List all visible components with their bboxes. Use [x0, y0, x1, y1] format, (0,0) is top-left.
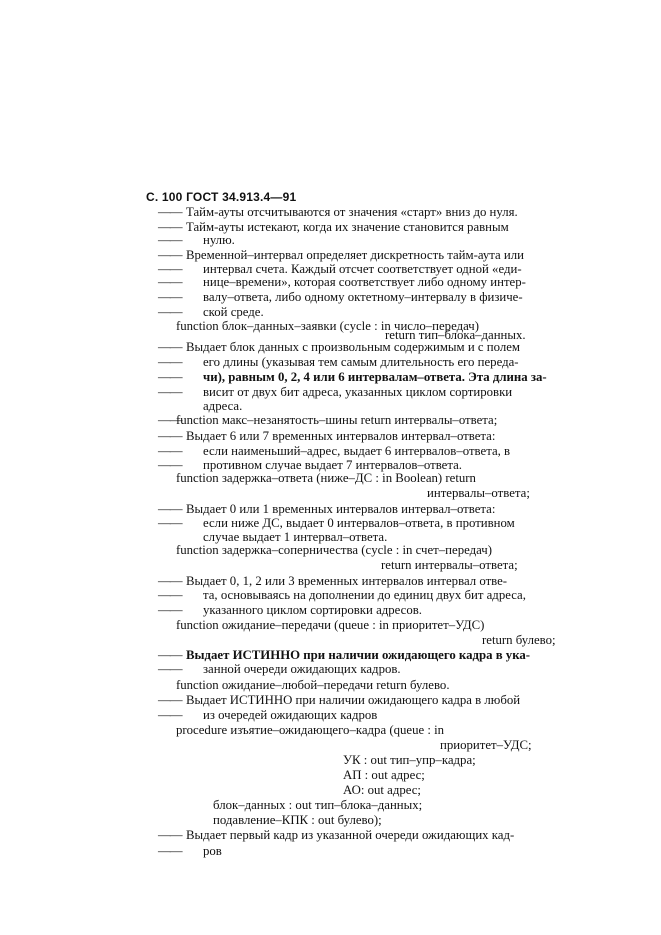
dash-marker: ——: [158, 413, 182, 427]
text-line: из очередей ожидающих кадров: [203, 708, 378, 722]
dash-marker: ——: [158, 248, 182, 262]
dash-marker: ——: [158, 205, 182, 219]
dash-marker: ——: [158, 262, 182, 276]
dash-marker: ——: [158, 516, 182, 530]
dash-marker: ——: [158, 693, 182, 707]
text-line: function блок–данных–заявки (cycle : in число–передач): [176, 319, 479, 333]
text-line: Выдает блок данных с произвольным содержимым и с полем: [186, 340, 520, 354]
dash-marker: ——: [158, 275, 182, 289]
text-line: Тайм-ауты истекают, когда их значение становится равным: [186, 220, 509, 234]
text-line: ской среде.: [203, 305, 264, 319]
dash-marker: ——: [158, 502, 182, 516]
text-line: procedure изъятие–ожидающего–кадра (queue : in: [176, 723, 445, 737]
text-line: Выдает 6 или 7 временных интервалов интервал–ответа:: [186, 429, 496, 443]
text-line: чи), равным 0, 2, 4 или 6 интервалам–ответа. Эта длина за-: [203, 370, 547, 384]
text-line: Выдает 0, 1, 2 или 3 временных интервалов интервал отве-: [186, 574, 508, 588]
text-line: нулю.: [203, 233, 235, 247]
dash-marker: ——: [158, 603, 182, 617]
text-line: ров: [203, 844, 222, 858]
dash-marker: ——: [158, 574, 182, 588]
text-line: Тайм-ауты отсчитываются от значения «старт» вниз до нуля.: [186, 205, 518, 219]
text-line: нице–времени», которая соответствует либо одному интер-: [203, 275, 526, 289]
text-line: УК : out тип–упр–кадра;: [343, 753, 476, 767]
text-line: return интервалы–ответа;: [381, 558, 518, 572]
text-line: Выдает 0 или 1 временных интервалов интервал–ответа:: [186, 502, 496, 516]
text-line: противном случае выдает 7 интервалов–ответа.: [203, 458, 462, 472]
text-line: Выдает первый кадр из указанной очереди ожидающих кад-: [186, 828, 515, 842]
text-line: интервалы–ответа;: [427, 486, 530, 500]
dash-marker: ——: [158, 340, 182, 354]
text-line: function макс–незанятость–шины return интервалы–ответа;: [176, 413, 498, 427]
text-line: function ожидание–любой–передачи return булево.: [176, 678, 450, 692]
text-line: указанного циклом сортировки адресов.: [203, 603, 422, 617]
dash-marker: ——: [158, 588, 182, 602]
text-line: Временной–интервал определяет дискретность тайм-аута или: [186, 248, 525, 262]
dash-marker: ——: [158, 648, 182, 662]
text-line: если ниже ДС, выдает 0 интервалов–ответа, в противном: [203, 516, 515, 530]
dash-marker: ——: [158, 290, 182, 304]
text-line: АП : out адрес;: [343, 768, 425, 782]
text-line: его длины (указывая тем самым длительность его переда-: [203, 355, 519, 369]
text-line: АО: out адрес;: [343, 783, 421, 797]
dash-marker: ——: [158, 844, 182, 858]
text-line: function задержка–ответа (ниже–ДС : in Boolean) return: [176, 471, 476, 485]
text-line: return булево;: [482, 633, 556, 647]
dash-marker: ——: [158, 220, 182, 234]
dash-marker: ——: [158, 444, 182, 458]
text-line: блок–данных : out тип–блока–данных;: [213, 798, 423, 812]
text-line: адреса.: [203, 399, 243, 413]
dash-marker: ——: [158, 370, 182, 384]
dash-marker: ——: [158, 355, 182, 369]
dash-marker: ——: [158, 828, 182, 842]
text-line: валу–ответа, либо одному октетному–интервалу в физиче-: [203, 290, 523, 304]
dash-marker: ——: [158, 429, 182, 443]
text-line: висит от двух бит адреса, указанных циклом сортировки: [203, 385, 513, 399]
dash-marker: ——: [158, 708, 182, 722]
page-header: С. 100 ГОСТ 34.913.4—91: [146, 190, 297, 204]
text-line: function задержка–соперничества (cycle : in счет–передач): [176, 543, 492, 557]
text-line: Выдает ИСТИННО при наличии ожидающего кадра в любой: [186, 693, 521, 707]
text-line: Выдает ИСТИННО при наличии ожидающего кадра в ука-: [186, 648, 531, 662]
dash-marker: ——: [158, 385, 182, 399]
text-line: случае выдает 1 интервал–ответа.: [203, 530, 388, 544]
text-line: интервал счета. Каждый отсчет соответствует одной «еди-: [203, 262, 522, 276]
dash-marker: ——: [158, 305, 182, 319]
dash-marker: ——: [158, 233, 182, 247]
text-line: приоритет–УДС;: [440, 738, 532, 752]
text-line: занной очереди ожидающих кадров.: [203, 662, 401, 676]
text-line: если наименьший–адрес, выдает 6 интервалов–ответа, в: [203, 444, 511, 458]
dash-marker: ——: [158, 458, 182, 472]
text-line: return тип–блока–данных.: [385, 328, 526, 342]
text-line: подавление–КПК : out булево);: [213, 813, 382, 827]
text-line: function ожидание–передачи (queue : in приоритет–УДС): [176, 618, 485, 632]
dash-marker: ——: [158, 662, 182, 676]
text-line: та, основываясь на дополнении до единиц двух бит адреса,: [203, 588, 526, 602]
